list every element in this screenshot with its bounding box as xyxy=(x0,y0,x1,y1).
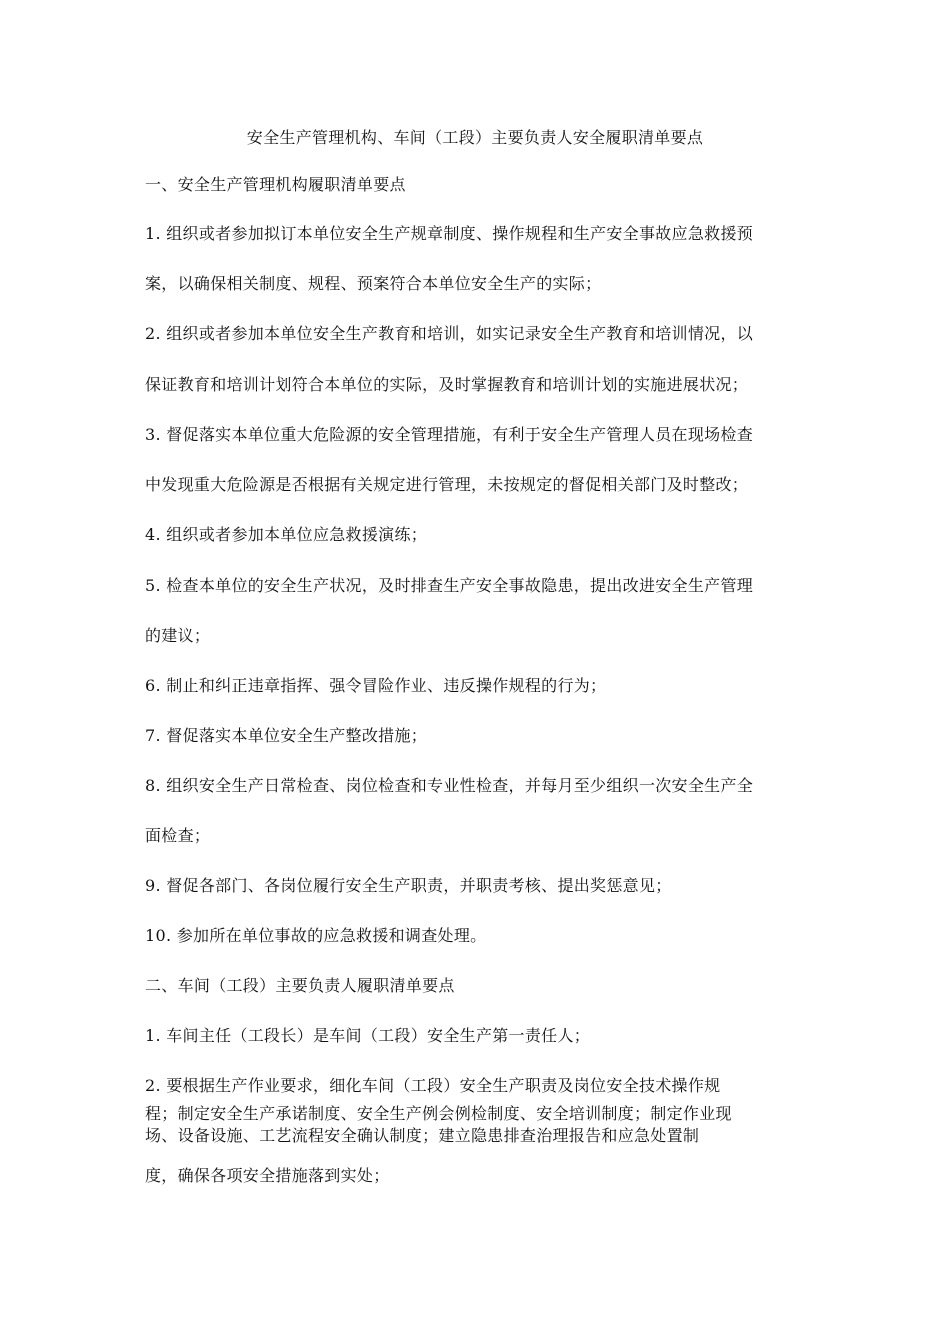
document-title: 安全生产管理机构、车间（工段）主要负责人安全履职清单要点 xyxy=(246,128,704,147)
paragraph-line: 1. 组织或者参加拟订本单位安全生产规章制度、操作规程和生产安全事故应急救援预 xyxy=(145,224,754,243)
paragraph-line: 6. 制止和纠正违章指挥、强令冒险作业、违反操作规程的行为； xyxy=(145,676,607,695)
paragraph-line: 案，以确保相关制度、规程、预案符合本单位安全生产的实际； xyxy=(145,274,602,293)
paragraph-line: 程；制定安全生产承诺制度、安全生产例会例检制度、安全培训制度；制定作业现 xyxy=(145,1104,732,1123)
paragraph-line: 2. 组织或者参加本单位安全生产教育和培训，如实记录安全生产教育和培训情况，以 xyxy=(145,324,754,343)
paragraph-line: 场、设备设施、工艺流程安全确认制度；建立隐患排查治理报告和应急处置制 xyxy=(145,1126,700,1145)
paragraph-line: 3. 督促落实本单位重大危险源的安全管理措施，有利于安全生产管理人员在现场检查 xyxy=(145,425,754,444)
paragraph-line: 7. 督促落实本单位安全生产整改措施； xyxy=(145,726,428,745)
paragraph-line: 度，确保各项安全措施落到实处； xyxy=(145,1166,390,1185)
paragraph-line: 9. 督促各部门、各岗位履行安全生产职责，并职责考核、提出奖惩意见； xyxy=(145,876,672,895)
section-heading-1: 一、安全生产管理机构履职清单要点 xyxy=(145,175,406,194)
paragraph-line: 的建议； xyxy=(145,626,211,645)
section-heading-2: 二、车间（工段）主要负责人履职清单要点 xyxy=(145,976,455,995)
paragraph-line: 5. 检查本单位的安全生产状况，及时排查生产安全事故隐患，提出改进安全生产管理 xyxy=(145,576,754,595)
paragraph-line: 中发现重大危险源是否根据有关规定进行管理，未按规定的督促相关部门及时整改； xyxy=(145,475,749,494)
paragraph-line: 2. 要根据生产作业要求，细化车间（工段）安全生产职责及岗位安全技术操作规 xyxy=(145,1076,721,1095)
paragraph-line: 1. 车间主任（工段长）是车间（工段）安全生产第一责任人； xyxy=(145,1026,591,1045)
paragraph-line: 4. 组织或者参加本单位应急救援演练； xyxy=(145,525,428,544)
paragraph-line: 保证教育和培训计划符合本单位的实际，及时掌握教育和培训计划的实施进展状况； xyxy=(145,375,749,394)
paragraph-line: 8. 组织安全生产日常检查、岗位检查和专业性检查，并每月至少组织一次安全生产全 xyxy=(145,776,754,795)
paragraph-line: 面检查； xyxy=(145,826,211,845)
paragraph-line: 10. 参加所在单位事故的应急救援和调查处理。 xyxy=(145,926,487,945)
